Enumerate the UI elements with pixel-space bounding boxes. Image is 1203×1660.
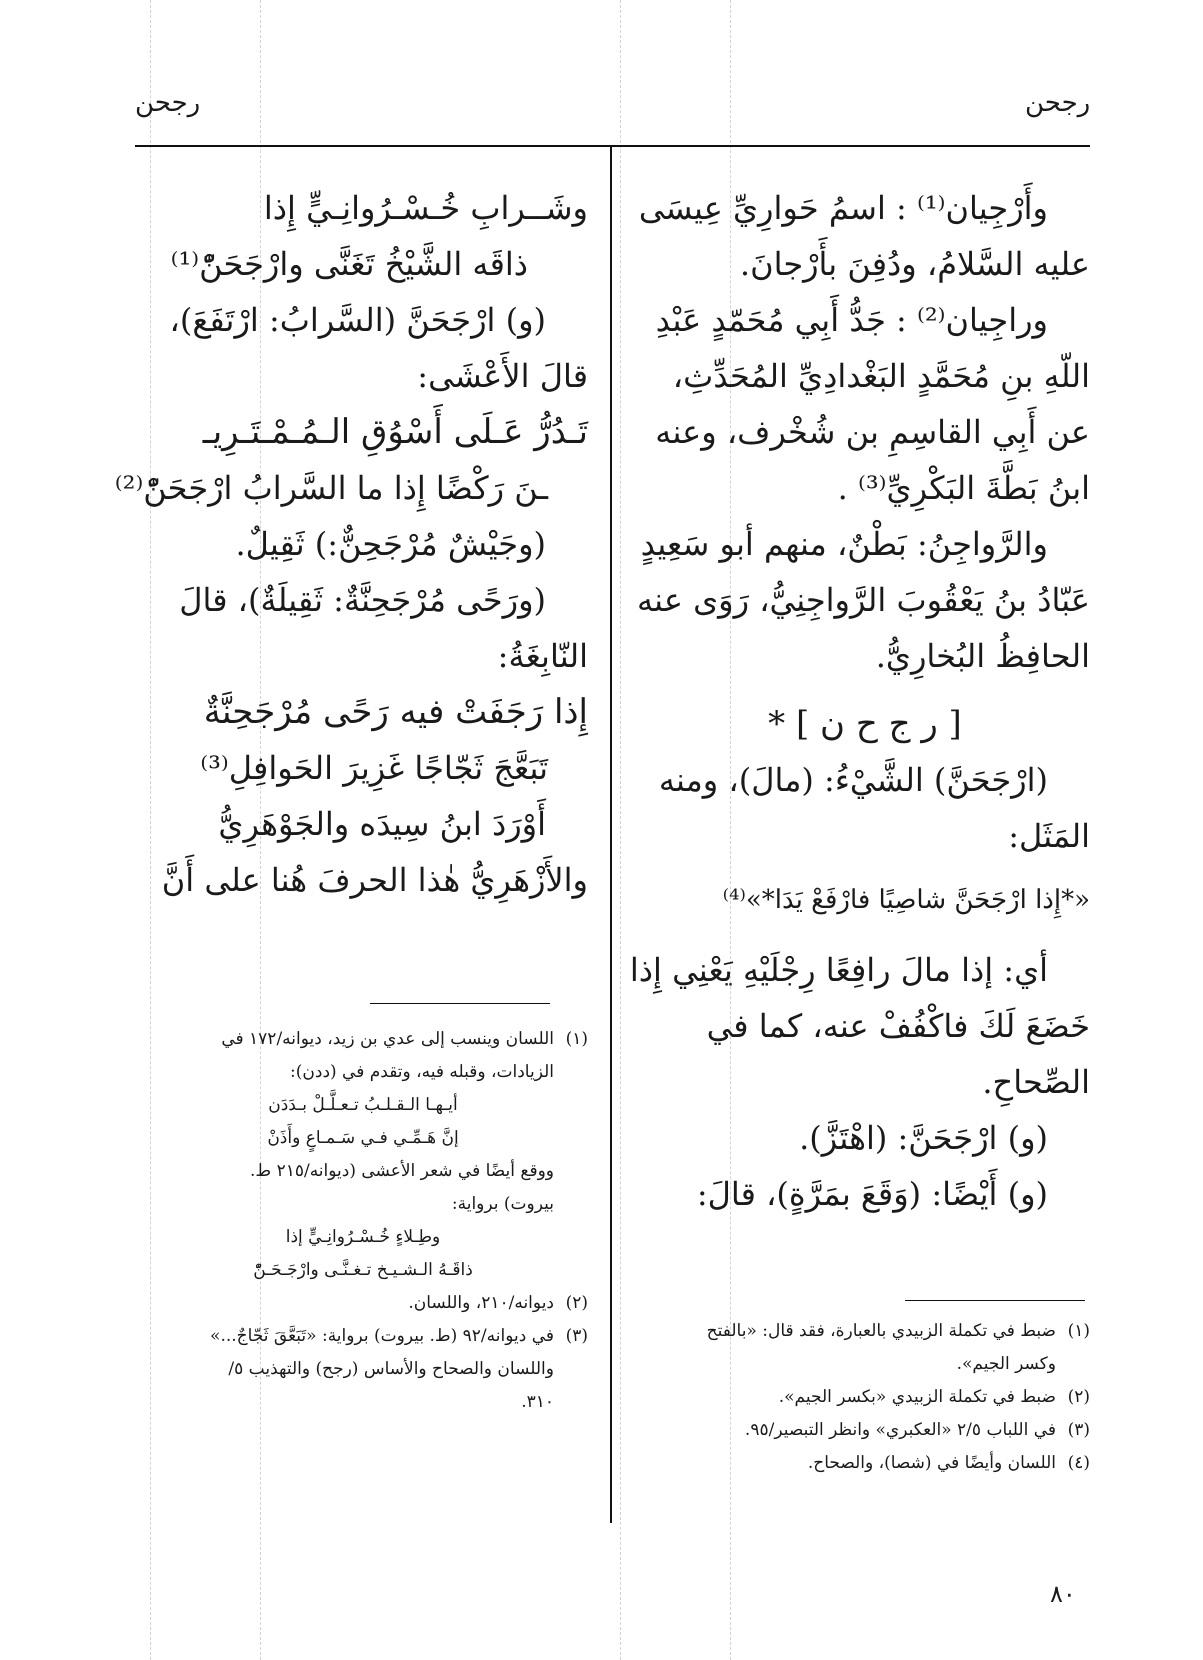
footnote-rule-left bbox=[370, 1003, 550, 1004]
footnote-verse: وطِـلاءٍ خُـسْـرُوانِـيٍّ إذا bbox=[285, 1227, 441, 1247]
verse-line: تَبَعَّجَ ثَجّاجًا غَزِيرَ الحَوافِلِ⁽³⁾ bbox=[200, 749, 548, 787]
text-line: وأَرْجِيان⁽¹⁾ : اسمُ حَوارِيِّ عِيسَى bbox=[638, 189, 1048, 227]
footnote: ووقع أيضًا في شعر الأعشى (ديوانه/٢١٥ ط. bbox=[250, 1161, 554, 1181]
footnote: ٣١٠. bbox=[521, 1392, 554, 1412]
text-line: المَثَل: bbox=[1008, 817, 1090, 855]
scan-artifact-line bbox=[620, 0, 621, 1660]
footnote: بيروت) برواية: bbox=[451, 1194, 554, 1214]
footnote: (١)ضبط في تكملة الزبيدي بالعبارة، فقد قال: «بالفتح bbox=[706, 1321, 1090, 1341]
footnote: (٣)في اللباب ٢/٥ «العكبري» وانظر التبصير/٩٥. bbox=[744, 1420, 1090, 1440]
proverb: «*إِذا ارْجَحَنَّ شاصِيًا فارْفَعْ يَدَا*»⁽⁴⁾ bbox=[722, 885, 1090, 915]
page-number: ٨٠ bbox=[1050, 1580, 1076, 1608]
footnotes-right bbox=[640, 1315, 1090, 1480]
verse-line: إِذا رَجَفَتْ فيه رَحًى مُرْجَحِنَّةٌ bbox=[203, 692, 588, 732]
footnote-verse: ذاقَـهُ الـشـيـخ تـغـنَّـى وارْجَـحَـنّْ bbox=[253, 1260, 473, 1280]
verse-line: ذاقَه الشَّيْخُ تَغَنَّى وارْجَحَنّْ⁽¹⁾ bbox=[170, 245, 528, 283]
text-line: النّابِغَةُ: bbox=[497, 637, 588, 675]
footnote: الزيادات، وقبله فيه، وتقدم في (ددن): bbox=[290, 1062, 554, 1082]
text-line: خَضَعَ لَكَ فاكْفُفْ عنه، كما في bbox=[706, 1007, 1090, 1045]
footnotes-left bbox=[138, 1023, 588, 1419]
text-line: أي: إذا مالَ رافِعًا رِجْلَيْهِ يَعْنِي إِذا bbox=[629, 951, 1048, 989]
text-line: قالَ الأَعْشَى: bbox=[417, 357, 588, 395]
entry-heading: [ ر ج ح ن ] * bbox=[768, 704, 962, 744]
footnote: (٣)في ديوانه/٩٢ (ط. بيروت) برواية: «تَبَعَّقَ ثَجّاجٌ...» bbox=[210, 1326, 588, 1346]
running-header-left: رجحن bbox=[135, 88, 201, 118]
text-line: (ورَحًى مُرْجَحِنَّةٌ: ثَقِيلَةٌ)، قالَ bbox=[179, 581, 546, 619]
text-line: ابنُ بَطَّةَ البَكْرِيِّ⁽³⁾ . bbox=[837, 469, 1090, 507]
text-line: (و) أَيْضًا: (وَقَعَ بمَرَّةٍ)، قالَ: bbox=[696, 1175, 1048, 1213]
text-line: الصِّحاحِ. bbox=[982, 1063, 1090, 1101]
verse-line: وشَــرابِ خُـسْـرُوانِـيٍّ إِذا bbox=[263, 189, 588, 227]
text-line: (و) ارْجَحَنَّ: (اهْتَزَّ). bbox=[799, 1119, 1048, 1157]
text-line: والأَزْهَرِيُّ هٰذا الحرفَ هُنا على أَنَّ bbox=[161, 861, 588, 899]
verse-line: ـنَ رَكْضًا إِذا ما السَّرابُ ارْجَحَنّْ⁽²⁾ bbox=[114, 469, 548, 507]
right-column bbox=[629, 180, 1090, 1222]
text-line: اللّهِ بنِ مُحَمَّدٍ البَغْدادِيِّ المُحَدِّثِ، bbox=[672, 357, 1090, 395]
text-line: (وجَيْشٌ مُرْجَحِنٌّ:) ثَقِيلٌ. bbox=[235, 525, 546, 563]
text-line: عَبّادُ بنُ يَعْقُوبَ الرَّواجِنِيُّ، رَوَى عنه bbox=[637, 581, 1090, 619]
text-line: أَوْرَدَ ابنُ سِيدَه والجَوْهَرِيُّ bbox=[218, 805, 546, 843]
text-line: الحافِظُ البُخارِيُّ. bbox=[875, 637, 1090, 675]
footnote: واللسان والصحاح والأساس (رجح) والتهذيب ٥/ bbox=[228, 1359, 554, 1379]
footnote: (٤)اللسان وأيضًا في (شصا)، والصحاح. bbox=[807, 1453, 1090, 1473]
verse-line: تَـدُرُّ عَـلَى أَسْوُقِ الـمُـمْـتَـرِيـ bbox=[202, 412, 588, 452]
footnote-verse: إنَّ هَـمِّـي فـي سَـمـاعٍ وأَذَنْ bbox=[267, 1128, 459, 1148]
text-line: والرَّواجِنُ: بَطْنٌ، منهم أبو سَعِيدٍ bbox=[640, 525, 1048, 563]
footnote: (٢)ديوانه/٢١٠، واللسان. bbox=[408, 1293, 588, 1313]
text-line: (و) ارْجَحَنَّ (السَّرابُ: ارْتَفَعَ)، bbox=[169, 301, 546, 339]
footnote: (٢)ضبط في تكملة الزبيدي «بكسر الجيم». bbox=[778, 1387, 1090, 1407]
left-column bbox=[114, 180, 588, 908]
column-divider bbox=[610, 145, 612, 1523]
header-rule bbox=[135, 145, 1090, 147]
text-line: وراجِيان⁽²⁾ : جَدُّ أَبِي مُحَمّدٍ عَبْدِ bbox=[655, 301, 1048, 339]
text-line: عن أَبِي القاسِمِ بن شُخْرف، وعنه bbox=[655, 413, 1090, 451]
footnote: (١)اللسان وينسب إلى عدي بن زيد، ديوانه/١٧٢ في bbox=[221, 1029, 588, 1049]
text-line: (ارْجَحَنَّ) الشَّيْءُ: (مالَ)، ومنه bbox=[658, 761, 1048, 799]
footnote-rule-right bbox=[905, 1300, 1085, 1301]
footnote-verse: أيـهـا الـقـلـبُ تـعـلَّـلْ بـدَدَن bbox=[268, 1095, 458, 1115]
footnote: وكسر الجيم». bbox=[956, 1354, 1056, 1374]
text-line: عليه السَّلامُ، ودُفِنَ بأَرْجانَ. bbox=[739, 245, 1090, 283]
running-header-right: رجحن bbox=[1025, 88, 1091, 118]
